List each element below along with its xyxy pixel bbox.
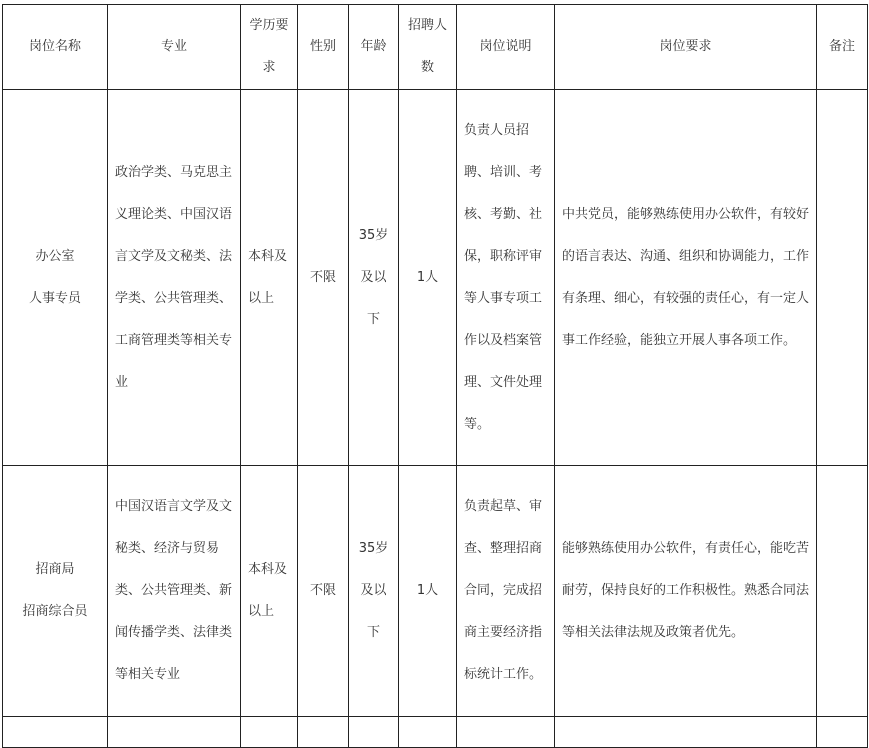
header-age: 年龄: [349, 5, 399, 90]
major-cell: 政治学类、马克思主义理论类、中国汉语言文学及文秘类、法学类、公共管理类、工商管理类等相关专业: [108, 90, 241, 466]
description-cell: 负责人员招聘、培训、考核、考勤、社保，职称评审等人事专项工作以及档案管理、文件处理等。: [457, 90, 555, 466]
age-cell: 35岁及以下: [349, 90, 399, 466]
empty-cell: [241, 717, 298, 748]
table-row: [3, 466, 868, 717]
table-header-row: [3, 5, 868, 90]
header-position-name: 岗位名称: [3, 5, 108, 90]
header-remarks: 备注: [817, 5, 868, 90]
recruitment-table: [2, 4, 868, 748]
remarks-cell: [817, 90, 868, 466]
header-description: 岗位说明: [457, 5, 555, 90]
header-major: 专业: [108, 5, 241, 90]
count-cell: 1人: [399, 466, 457, 717]
remarks-cell: [817, 466, 868, 717]
position-title: 人事专员: [28, 290, 81, 306]
header-gender: 性别: [298, 5, 349, 90]
requirements-cell: 能够熟练使用办公软件，有责任心，能吃苦耐劳，保持良好的工作积极性。熟悉合同法等相关法律法规及政策者优先。: [555, 466, 817, 717]
table-row: [3, 90, 868, 466]
table-row-partial: [3, 717, 868, 748]
empty-cell: [457, 717, 555, 748]
position-title: 招商综合员: [22, 604, 88, 619]
education-cell: 本科及以上: [241, 90, 298, 466]
header-requirements: 岗位要求: [555, 5, 817, 90]
header-count: 招聘人数: [399, 5, 457, 90]
header-education: 学历要求: [241, 5, 298, 90]
empty-cell: [555, 717, 817, 748]
gender-cell: 不限: [298, 90, 349, 466]
gender-cell: 不限: [298, 466, 349, 717]
description-cell: 负责起草、审查、整理招商合同，完成招商主要经济指标统计工作。: [457, 466, 555, 717]
age-cell: 35岁及以下: [349, 466, 399, 717]
major-cell: 中国汉语言文学及文秘类、经济与贸易类、公共管理类、新闻传播学类、法律类等相关专业: [108, 466, 241, 717]
position-department: 办公室: [35, 248, 75, 264]
empty-cell: [349, 717, 399, 748]
position-department: 招商局: [35, 562, 75, 577]
position-name-cell: [3, 90, 108, 466]
empty-cell: [399, 717, 457, 748]
empty-cell: [108, 717, 241, 748]
count-cell: 1人: [399, 90, 457, 466]
requirements-cell: 中共党员，能够熟练使用办公软件，有较好的语言表达、沟通、组织和协调能力，工作有条理、细心，有较强的责任心，有一定人事工作经验，能独立开展人事各项工作。: [555, 90, 817, 466]
empty-cell: [817, 717, 868, 748]
education-cell: 本科及以上: [241, 466, 298, 717]
empty-cell: [3, 717, 108, 748]
empty-cell: [298, 717, 349, 748]
position-name-cell: [3, 466, 108, 717]
